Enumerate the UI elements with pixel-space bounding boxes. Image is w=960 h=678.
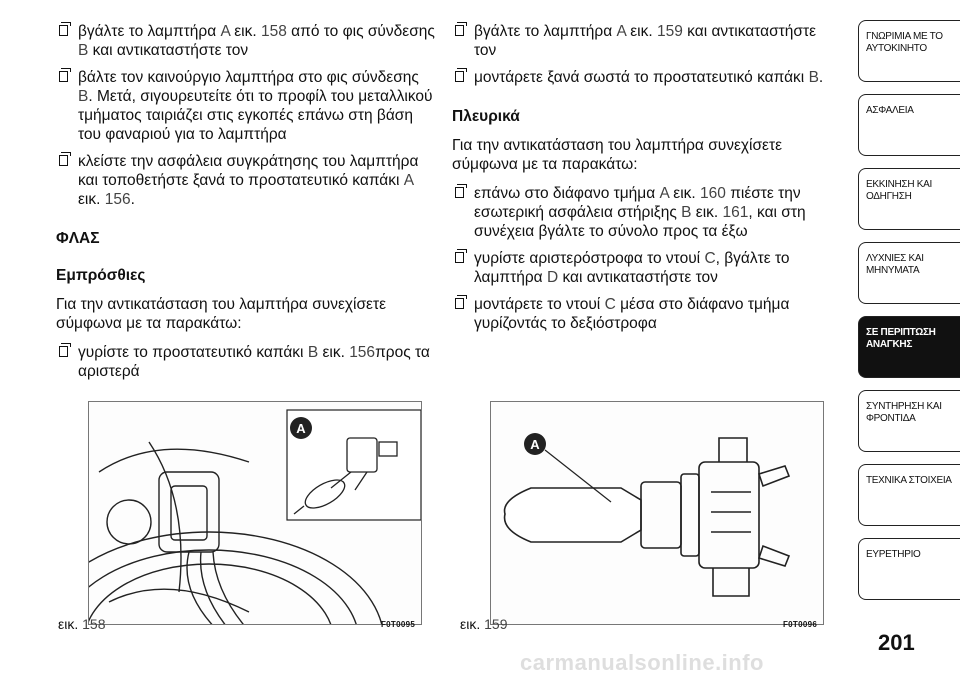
bullet-text: εικ. bbox=[78, 191, 105, 208]
bullet-text: εικ. bbox=[691, 204, 723, 221]
figure-159 bbox=[490, 401, 824, 625]
bullet-text: μέσα στο διάφανο τμήμα γυρίζοντάς το δεξιόστροφα bbox=[474, 296, 790, 332]
checkbox-bullet-icon bbox=[455, 25, 464, 36]
right-paragraph: Για την αντικατάσταση του λαμπτήρα συνεχίσετε σύμφωνα με τα παρακάτω: bbox=[452, 137, 782, 173]
reference-text: B bbox=[808, 69, 819, 86]
checkbox-bullet-icon bbox=[59, 155, 68, 166]
figure-code-158: F0T0095 bbox=[381, 620, 416, 629]
checkbox-bullet-icon bbox=[455, 187, 464, 198]
reference-text: A bbox=[659, 185, 669, 202]
bullet-item bbox=[452, 22, 842, 60]
reference-text: A bbox=[220, 23, 230, 40]
bullet-item bbox=[452, 184, 842, 241]
bullet-text: πιέστε την εσωτερική ασφάλεια στήριξης bbox=[474, 185, 801, 221]
chapter-tab[interactable]: ΕΚΚΙΝΗΣΗ ΚΑΙ ΟΔΗΓΗΣΗ bbox=[858, 168, 960, 230]
checkbox-bullet-icon bbox=[59, 25, 68, 36]
reference-text: 158 bbox=[261, 23, 287, 40]
left-bullets-bottom bbox=[56, 343, 436, 381]
bullet-text: βάλτε τον καινούργιο λαμπτήρα στο φις σύνδεσης bbox=[78, 69, 419, 86]
chapter-tab[interactable]: ΕΥΡΕΤΗΡΙΟ bbox=[858, 538, 960, 600]
reference-text: B bbox=[307, 344, 319, 361]
headlamp-bulb-illustration bbox=[89, 402, 421, 624]
bullet-text: , και στη συνέχεια βγάλτε το σύνολο προς τα έξω bbox=[474, 204, 806, 240]
bullet-text: επάνω στο διάφανο τμήμα bbox=[474, 185, 660, 202]
reference-text: 156 bbox=[349, 344, 376, 361]
bullet-text: κλείστε την ασφάλεια συγκράτησης του λαμπτήρα και τοποθετήστε ξανά το προστατευτικό καπάκι bbox=[78, 153, 419, 189]
bullet-item bbox=[56, 343, 436, 381]
bullet-item bbox=[56, 152, 436, 209]
callout-A-label-2: A bbox=[530, 437, 540, 452]
bullet-text: , βγάλτε το λαμπτήρα bbox=[474, 250, 790, 286]
reference-text: 160 bbox=[700, 185, 726, 202]
caption-158: εικ. 158 bbox=[58, 616, 106, 632]
bullet-item bbox=[56, 68, 436, 144]
watermark: carmanualsonline.info bbox=[520, 650, 764, 675]
checkbox-bullet-icon bbox=[455, 298, 464, 309]
callout-A-label: A bbox=[296, 421, 306, 436]
bullet-text: . bbox=[130, 191, 135, 208]
bullet-text: και αντικαταστήστε τον bbox=[558, 269, 718, 286]
bullet-text: βγάλτε το λαμπτήρα bbox=[78, 23, 221, 40]
bullet-text: μοντάρετε το ντουί bbox=[474, 296, 605, 313]
right-column bbox=[452, 22, 842, 341]
bullet-text: από το φις σύνδεσης bbox=[286, 23, 435, 40]
bullet-item bbox=[452, 295, 842, 333]
left-column bbox=[56, 22, 436, 389]
left-bullets-top bbox=[56, 22, 436, 209]
bullet-text: προς τα αριστερά bbox=[78, 344, 430, 380]
checkbox-bullet-icon bbox=[59, 71, 68, 82]
checkbox-bullet-icon bbox=[455, 252, 464, 263]
reference-text: B bbox=[681, 204, 692, 221]
bullet-item bbox=[56, 22, 436, 60]
bullet-text: . Μετά, σιγουρευτείτε ότι το προφίλ του μεταλλικού τμήματος ταιριάζει στις εγκοπές επάνω στη βάση του φαναριού για το λαμπτήρα bbox=[78, 88, 433, 143]
reference-text: D bbox=[546, 269, 559, 286]
reference-text: B bbox=[78, 88, 89, 105]
reference-text: A bbox=[616, 23, 626, 40]
figure-code-159: F0T0096 bbox=[783, 620, 818, 629]
section-heading-flash: ΦΛΑΣ bbox=[56, 230, 100, 247]
bullet-text: . bbox=[818, 69, 824, 86]
bullet-text: εικ. bbox=[668, 185, 701, 202]
bullet-text: εικ. bbox=[318, 344, 350, 361]
chapter-tab[interactable]: ΓΝΩΡΙΜΙΑ ΜΕ ΤΟ ΑΥΤΟΚΙΝΗΤΟ bbox=[858, 20, 960, 82]
reference-text: B bbox=[78, 42, 89, 59]
bullet-text: μοντάρετε ξανά σωστά το προστατευτικό καπάκι bbox=[474, 69, 809, 86]
bullet-text: γυρίστε αριστερόστροφα το ντουί bbox=[474, 250, 705, 267]
reference-text: C bbox=[704, 250, 716, 267]
reference-text: C bbox=[604, 296, 616, 313]
chapter-tab[interactable]: ΣΥΝΤΗΡΗΣΗ ΚΑΙ ΦΡΟΝΤΙΔΑ bbox=[858, 390, 960, 452]
subsection-heading-front: Εμπρόσθιες bbox=[56, 267, 146, 284]
reference-text: 156 bbox=[104, 191, 131, 208]
checkbox-bullet-icon bbox=[455, 71, 464, 82]
bullet-text: εικ. bbox=[625, 23, 657, 40]
bullet-text: βγάλτε το λαμπτήρα bbox=[474, 23, 617, 40]
reference-text: A bbox=[403, 172, 414, 189]
left-paragraph: Για την αντικατάσταση του λαμπτήρα συνεχίσετε σύμφωνα με τα παρακάτω: bbox=[56, 296, 386, 332]
chapter-tab[interactable]: ΛΥΧΝΙΕΣ ΚΑΙ ΜΗΝΥΜΑΤΑ bbox=[858, 242, 960, 304]
subsection-heading-side: Πλευρικά bbox=[452, 108, 520, 125]
reference-text: 161 bbox=[722, 204, 749, 221]
bullet-text: και αντικαταστήστε τον bbox=[474, 23, 817, 59]
caption-159: εικ. 159 bbox=[460, 616, 508, 632]
side-indicator-bulb-illustration bbox=[491, 402, 823, 624]
chapter-tabs bbox=[858, 20, 960, 612]
bullet-text: εικ. bbox=[229, 23, 261, 40]
bullet-text: γυρίστε το προστατευτικό καπάκι bbox=[78, 344, 308, 361]
chapter-tab[interactable]: ΤΕΧΝΙΚΑ ΣΤΟΙΧΕΙΑ bbox=[858, 464, 960, 526]
reference-text: 159 bbox=[657, 23, 683, 40]
bullet-item bbox=[452, 68, 842, 87]
checkbox-bullet-icon bbox=[59, 346, 68, 357]
right-bullets-top bbox=[452, 22, 842, 87]
bullet-text: και αντικαταστήστε τον bbox=[88, 42, 249, 59]
right-bullets-bottom bbox=[452, 184, 842, 333]
chapter-tab[interactable]: ΑΣΦΑΛΕΙΑ bbox=[858, 94, 960, 156]
figure-158 bbox=[88, 401, 422, 625]
chapter-tab[interactable]: ΣΕ ΠΕΡΙΠΤΩΣΗ ΑΝΑΓΚΗΣ bbox=[858, 316, 960, 378]
page-number: 201 bbox=[878, 630, 915, 655]
bullet-item bbox=[452, 249, 842, 287]
